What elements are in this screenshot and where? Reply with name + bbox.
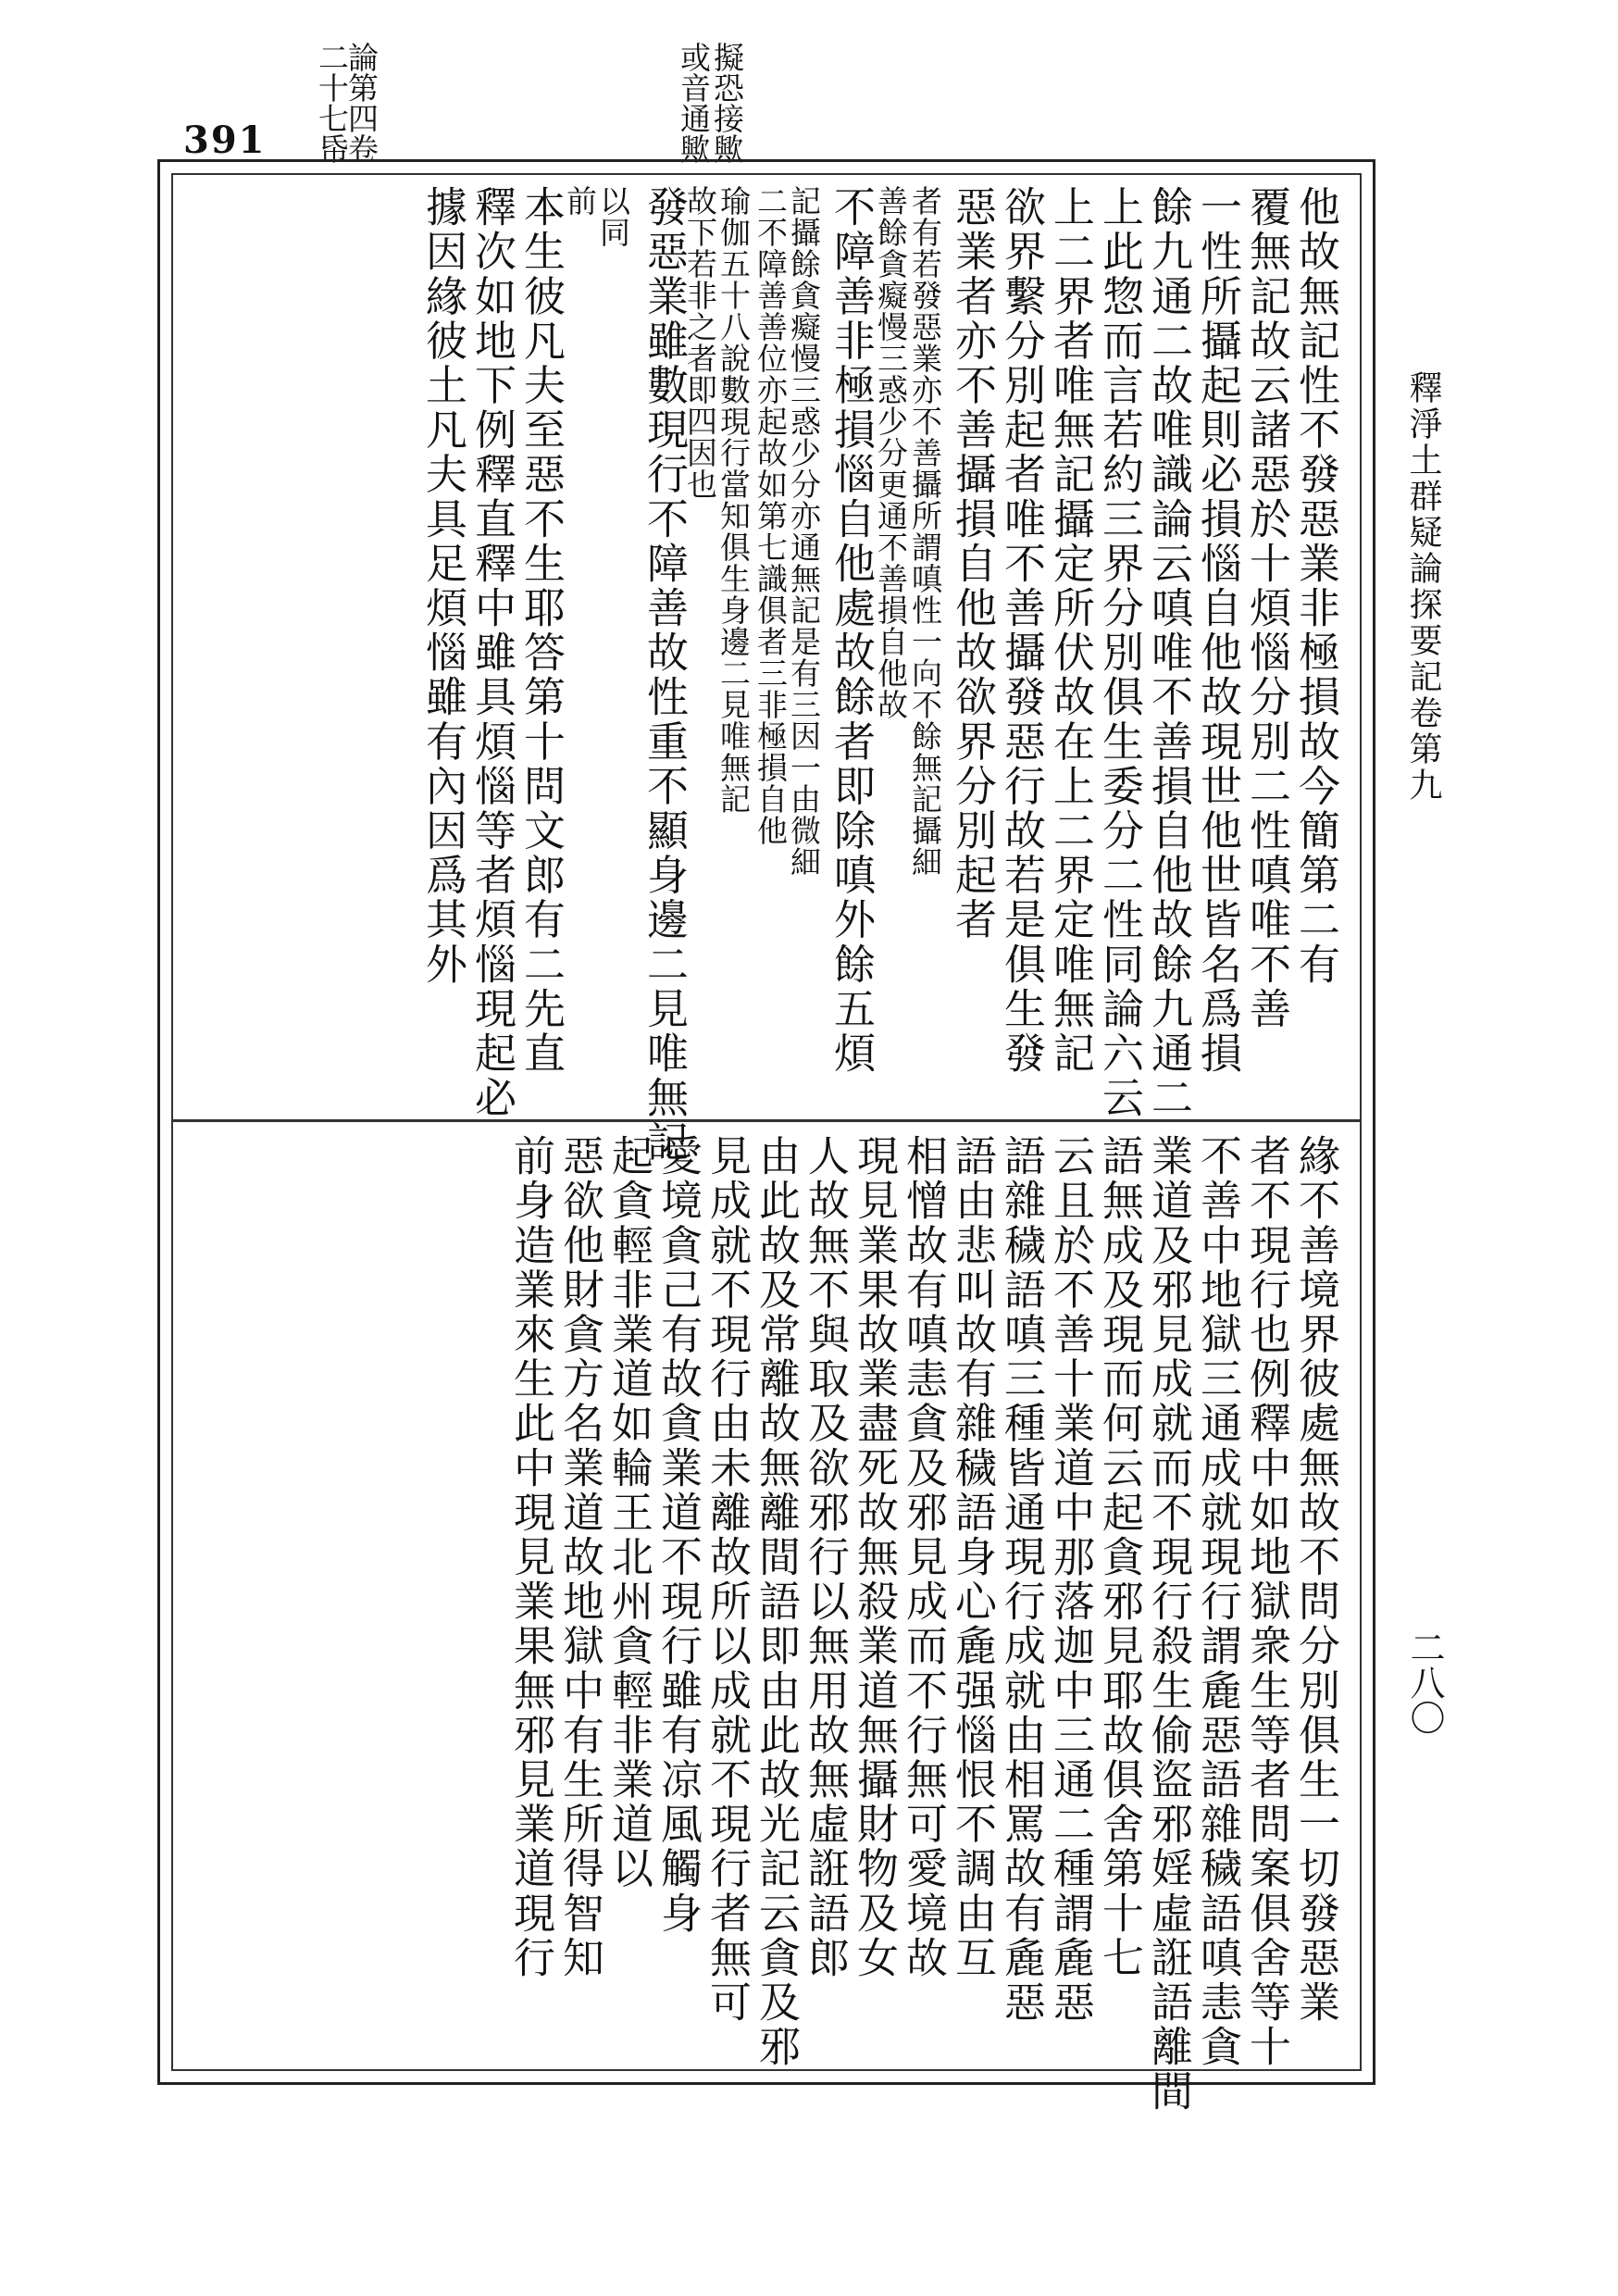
text-column-lower: 見成就不現行由未離故所以成就不現行者無可 — [703, 1134, 752, 2025]
text-column-lower: 業道及邪見成就而不現行殺生偷盜邪婬虛誑語離間 — [1144, 1134, 1193, 2115]
text-column-lower: 者不現行也例釋中如地獄衆生等者問案俱舍等十 — [1242, 1134, 1291, 2070]
annotation-column: 善餘貪癡慢三惑少分更通不善損自他故 — [873, 185, 909, 720]
text-column-upper: 惡業者亦不善攝損自他故欲界分別起者 — [948, 185, 997, 942]
text-column-lower: 相憎故有嗔恚貪及邪見成而不行無可愛境故 — [899, 1134, 948, 1980]
text-column-upper: 上此惣而言若約三界分別俱生委分二性同論六云 — [1095, 185, 1144, 1121]
annotation-column: 前 — [562, 185, 598, 217]
header-note-right-1: 擬恐接歟 — [709, 42, 745, 164]
text-column-upper: 一性所攝起則必損惱自他故現世他世皆名爲損 — [1193, 185, 1242, 1076]
text-column-upper: 餘九通二故唯識論云嗔唯不善損自他故餘九通二 — [1144, 185, 1193, 1121]
annotation-column: 故下若非之者即四因也 — [682, 185, 718, 500]
text-column-upper: 發惡業雖數現行不障善故性重不顯身邊二見唯無記 — [640, 185, 689, 1166]
text-column-lower: 語雜穢語嗔三種皆通現行成就由相罵故有麁惡 — [997, 1134, 1046, 2025]
header-note-left-2: 二十七帋 — [314, 42, 350, 164]
text-column-lower: 語由悲叫故有雜穢語身心麁强惱恨不調由互 — [948, 1134, 997, 1980]
text-column-lower: 緣不善境界彼處無故不問分別俱生一切發惡業 — [1291, 1134, 1340, 2025]
annotation-column: 以同 — [595, 185, 631, 248]
text-column-lower: 起貪輕非業道如輪王北州貪輕非業道以 — [604, 1134, 653, 1891]
header-note-right-2: 或音通歟 — [676, 42, 712, 164]
header-note-left-1: 論第四卷 — [343, 42, 380, 164]
text-column-upper: 他故無記性不發惡業非極損故今簡第二有 — [1291, 185, 1340, 987]
text-column-lower: 不善中地獄三通成就現行謂麁惡語雜穢語嗔恚貪 — [1193, 1134, 1242, 2070]
text-column-lower: 由此故及常離故無離間語即由此故光記云貪及邪 — [752, 1134, 801, 2070]
annotation-column: 者有若發惡業亦不善攝所謂嗔性一向不餘無記攝細 — [907, 185, 943, 878]
text-column-lower: 語無成及現而何云起貪邪見耶故俱舍第十七 — [1095, 1134, 1144, 1980]
page-number: 391 — [183, 119, 267, 162]
side-title: 釋淨土群疑論探要記卷第九 — [1404, 370, 1442, 804]
text-column-upper: 釋次如地下例釋直釋中雖具煩惱等者煩惱現起必 — [467, 185, 517, 1121]
text-column-lower: 惡欲他財貪方名業道故地獄中有生所得智知 — [555, 1134, 604, 1980]
annotation-column: 記攝餘貪癡慢三惑少分亦通無記是有三因一由微細 — [786, 185, 822, 878]
text-column-lower: 云且於不善十業道中那落迦中三通二種謂麁惡 — [1046, 1134, 1095, 2025]
text-column-lower: 現見業果故業盡死故無殺業道無攝財物及女 — [850, 1134, 899, 1980]
text-column-upper: 上二界者唯無記攝定所伏故在上二界定唯無記 — [1046, 185, 1095, 1076]
annotation-column: 瑜伽五十八說數現行當知俱生身邊二見唯無記 — [716, 185, 752, 815]
folio: 二八〇 — [1404, 1629, 1445, 1735]
text-column-upper: 不障善非極損惱自他處故餘者即除嗔外餘五煩 — [827, 185, 876, 1076]
text-column-upper: 本生彼凡夫至惡不生耶答第十問文郎有二先直 — [517, 185, 566, 1076]
text-column-lower: 人故無不與取及欲邪行以無用故無虛誑語郎 — [801, 1134, 850, 1980]
text-column-upper: 據因緣彼土凡夫具足煩惱雖有內因爲其外 — [418, 185, 467, 987]
annotation-column: 二不障善善位亦起故如第七識俱者三非極損自他 — [753, 185, 789, 846]
text-column-lower: 前身造業來生此中現見業果無邪見業道現行 — [506, 1134, 555, 1980]
text-column-upper: 覆無記故云諸惡於十煩惱分別二性嗔唯不善 — [1242, 185, 1291, 1031]
text-column-lower: 愛境貪己有故貪業道不現行雖有凉風觸身 — [653, 1134, 703, 1936]
text-column-upper: 欲界繫分別起者唯不善攝發惡行故若是俱生發 — [997, 185, 1046, 1076]
